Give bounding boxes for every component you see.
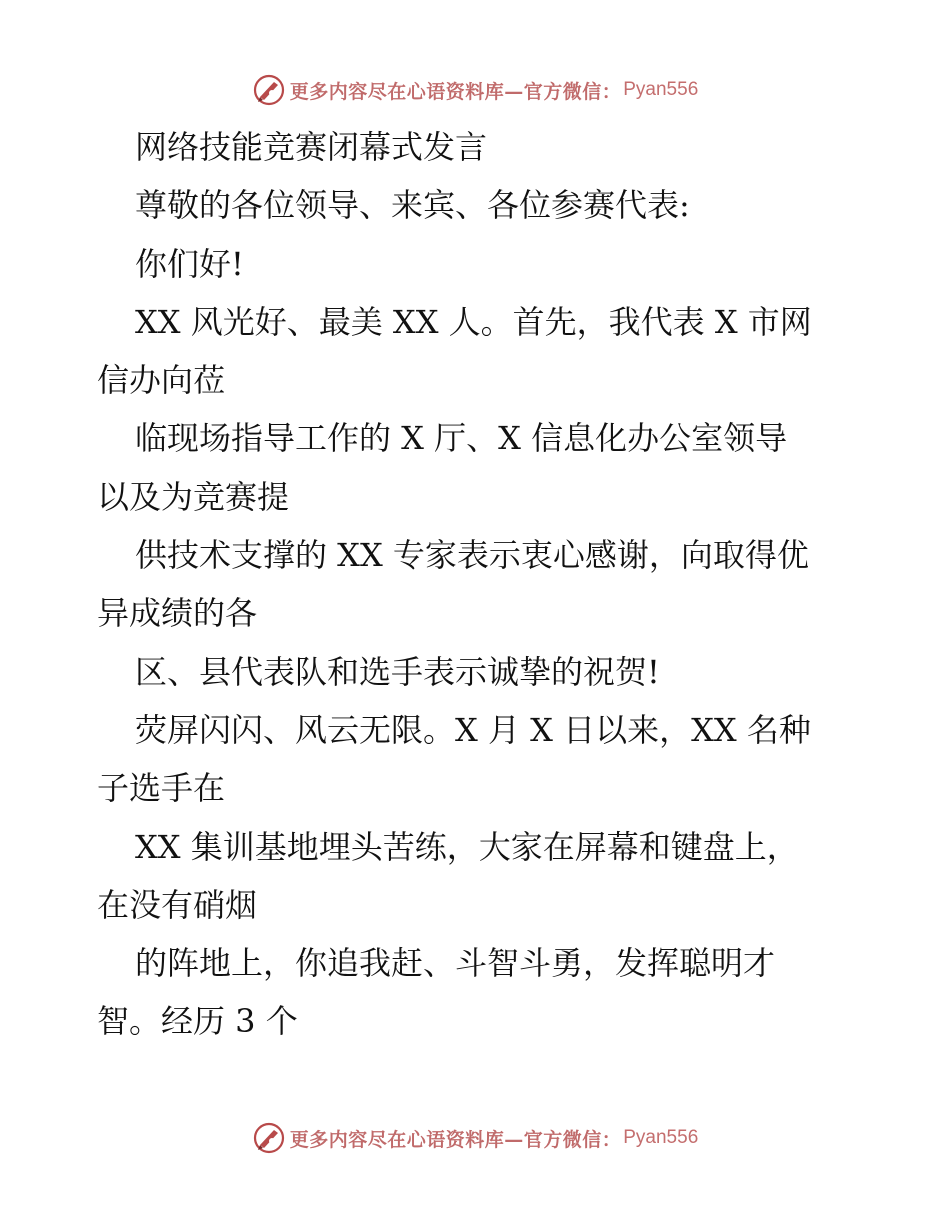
text-line: 区、县代表队和选手表示诚挚的祝贺! (135, 652, 660, 691)
document-body (97, 118, 857, 1051)
text-line: 智。经历 3 个 (97, 1002, 298, 1041)
text-line: 在没有硝烟 (97, 885, 258, 924)
header-watermark (0, 70, 950, 110)
text-line: 异成绩的各 (97, 594, 258, 633)
text-line: 尊敬的各位领导、来宾、各位参赛代表: (135, 186, 690, 225)
text-line: XX 集训基地埋头苦练，大家在屏幕和键盘上， (135, 827, 799, 866)
text-line: 供技术支撑的 XX 专家表示衷心感谢，向取得优 (135, 536, 809, 575)
watermark-code: Pyan556 (623, 1127, 699, 1148)
text-line: 临现场指导工作的 X 厅、X 信息化办公室领导 (135, 419, 788, 458)
watermark-code: Pyan556 (623, 79, 699, 100)
text-line: 的阵地上，你追我赶、斗智斗勇，发挥聪明才 (135, 944, 776, 983)
pen-logo-icon (252, 1121, 286, 1155)
pen-logo-icon (252, 73, 286, 107)
text-line: 网络技能竞赛闭幕式发言 (135, 128, 488, 166)
text-line: 子选手在 (97, 769, 226, 808)
watermark-text: 更多内容尽在心语资料库—官方微信： (289, 1128, 622, 1151)
text-line: 你们好! (135, 244, 244, 283)
watermark-text: 更多内容尽在心语资料库—官方微信： (289, 80, 622, 103)
text-line: 信办向莅 (97, 361, 226, 400)
footer-watermark (0, 1118, 950, 1158)
text-line: 荧屏闪闪、风云无限。X 月 X 日以来，XX 名种 (135, 710, 811, 749)
text-line: XX 风光好、最美 XX 人。首先，我代表 X 市网 (135, 302, 812, 341)
text-line: 以及为竞赛提 (97, 477, 290, 516)
